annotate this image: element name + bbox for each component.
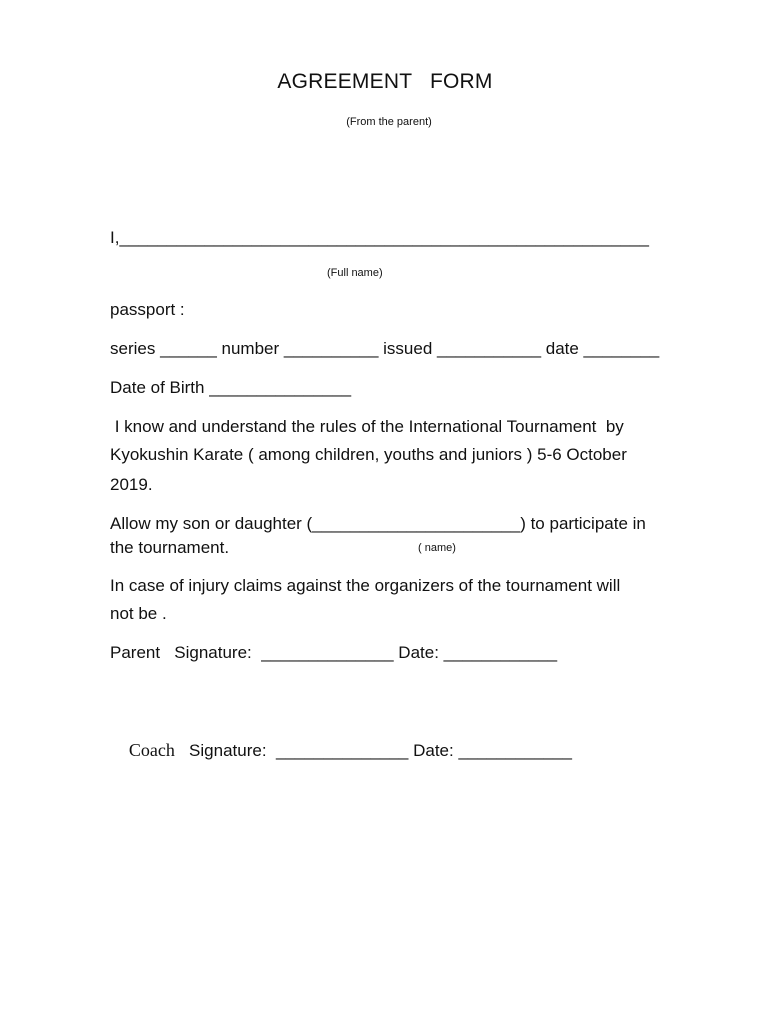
injury-clause-line-1: In case of injury claims against the organizers of the tournament will (110, 576, 621, 595)
coach-signature-line (110, 724, 572, 776)
rules-text-line-1: I know and understand the rules of the International Tournament by (110, 417, 624, 436)
rules-text-line-3: 2019. (110, 475, 153, 494)
form-title: AGREEMENT FORM (277, 70, 493, 93)
form-subtitle: (From the parent) (346, 116, 432, 128)
coach-signature-fields: Signature: ______________ Date: ____________ (174, 741, 572, 760)
coach-label: Coach (128, 740, 175, 760)
full-name-note: (Full name) (327, 267, 383, 279)
allow-participation-line-1: Allow my son or daughter (______________________) to participate in (110, 514, 646, 533)
full-name-line: I,________________________________________________________ (110, 228, 649, 247)
parent-signature-line: Parent Signature: ______________ Date: ____________ (110, 643, 558, 662)
date-of-birth-line: Date of Birth _______________ (110, 378, 352, 397)
injury-clause-line-2: not be . (110, 604, 167, 623)
passport-label: passport : (110, 300, 185, 319)
rules-text-line-2: Kyokushin Karate ( among children, youths and juniors ) 5-6 October (110, 445, 627, 464)
allow-participation-line-2: the tournament. (110, 538, 230, 557)
child-name-note: ( name) (418, 542, 456, 554)
passport-details-line: series ______ number __________ issued ___________ date ________ (110, 339, 660, 358)
